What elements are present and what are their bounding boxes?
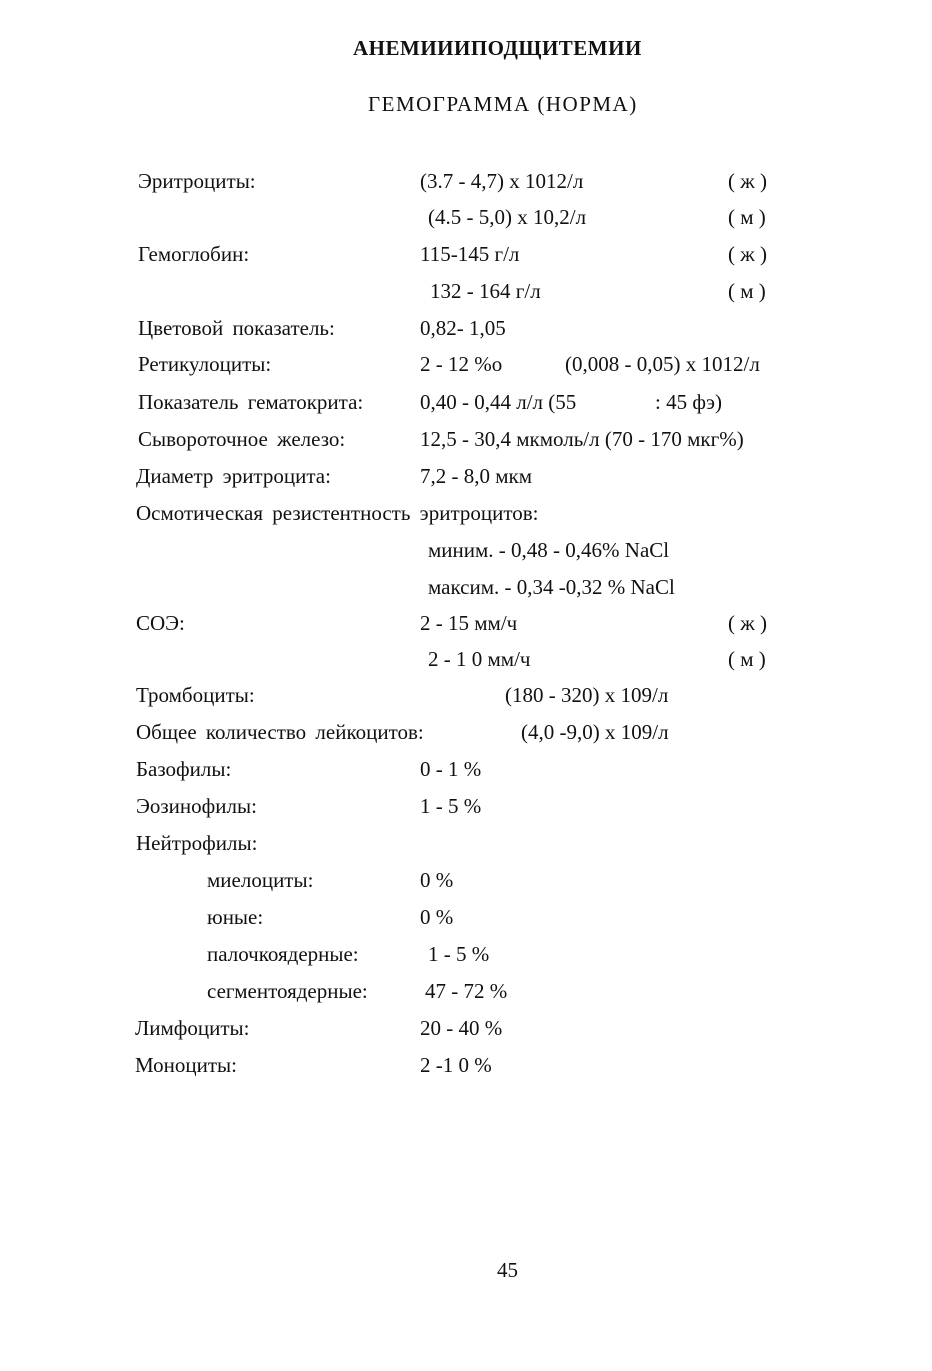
row-value: 2 - 15 мм/ч: [420, 611, 518, 635]
document-subtitle: ГЕМОГРАММА (НОРМА): [368, 92, 638, 116]
document-title: АНЕМИИИПОДЩИТЕМИИ: [353, 36, 642, 60]
row-label: Осмотическая резистентность эритроцитов:: [136, 501, 539, 525]
row-value: 7,2 - 8,0 мкм: [420, 464, 533, 488]
row-label: Цветовой показатель:: [138, 316, 335, 340]
row-value: 47 - 72 %: [425, 979, 508, 1003]
row-value: 0 %: [420, 868, 454, 892]
row-label: сегментоядерные:: [207, 979, 368, 1003]
row-sex: ( ж ): [728, 169, 767, 193]
row-sex: ( м ): [728, 279, 766, 303]
row-value: 2 - 1 0 мм/ч: [428, 647, 531, 671]
row-label: Базофилы:: [136, 757, 232, 781]
row-value: 1 - 5 %: [420, 794, 482, 818]
row-label: Общее количество лейкоцитов:: [136, 720, 424, 744]
row-sex: ( м ): [728, 647, 766, 671]
row-value: максим. - 0,34 -0,32 % NaCl: [428, 575, 675, 599]
row-label: Эозинофилы:: [136, 794, 257, 818]
row-value: 0 %: [420, 905, 454, 929]
row-value: (4,0 -9,0) х 109/л: [521, 720, 669, 744]
row-label: Эритроциты:: [138, 169, 256, 193]
row-label: Тромбоциты:: [136, 683, 255, 707]
row-value: 2 - 12 %о: [420, 352, 503, 376]
row-value: 0,82- 1,05: [420, 316, 506, 340]
row-label: Нейтрофилы:: [136, 831, 258, 855]
row-label: Гемоглобин:: [138, 242, 250, 266]
row-value-secondary: : 45 фэ): [655, 390, 722, 414]
row-value: 20 - 40 %: [420, 1016, 503, 1040]
row-label: Показатель гематокрита:: [138, 390, 364, 414]
row-value: 115-145 г/л: [420, 242, 520, 266]
row-label: Лимфоциты:: [135, 1016, 250, 1040]
row-sex: ( ж ): [728, 611, 767, 635]
row-value: (180 - 320) х 109/л: [505, 683, 669, 707]
row-value: 132 - 164 г/л: [430, 279, 541, 303]
row-value: (3.7 - 4,7) х 1012/л: [420, 169, 584, 193]
row-label: Моноциты:: [135, 1053, 237, 1077]
row-value-secondary: (0,008 - 0,05) х 1012/л: [565, 352, 760, 376]
row-label: миелоциты:: [207, 868, 314, 892]
row-label: Диаметр эритроцита:: [136, 464, 331, 488]
row-sex: ( м ): [728, 205, 766, 229]
row-value: 2 -1 0 %: [420, 1053, 492, 1077]
row-value: 0 - 1 %: [420, 757, 482, 781]
row-label: Ретикулоциты:: [138, 352, 272, 376]
row-value: 0,40 - 0,44 л/л (55: [420, 390, 577, 414]
row-value: 1 - 5 %: [428, 942, 490, 966]
page-number: 45: [497, 1258, 518, 1282]
row-label: СОЭ:: [136, 611, 185, 635]
row-label: палочкоядерные:: [207, 942, 359, 966]
row-value: (4.5 - 5,0) х 10,2/л: [428, 205, 587, 229]
row-label: юные:: [207, 905, 264, 929]
row-sex: ( ж ): [728, 242, 767, 266]
row-value: 12,5 - 30,4 мкмоль/л (70 - 170 мкг%): [420, 427, 744, 451]
row-value: миним. - 0,48 - 0,46% NaCl: [428, 538, 670, 562]
row-label: Сывороточное железо:: [138, 427, 346, 451]
